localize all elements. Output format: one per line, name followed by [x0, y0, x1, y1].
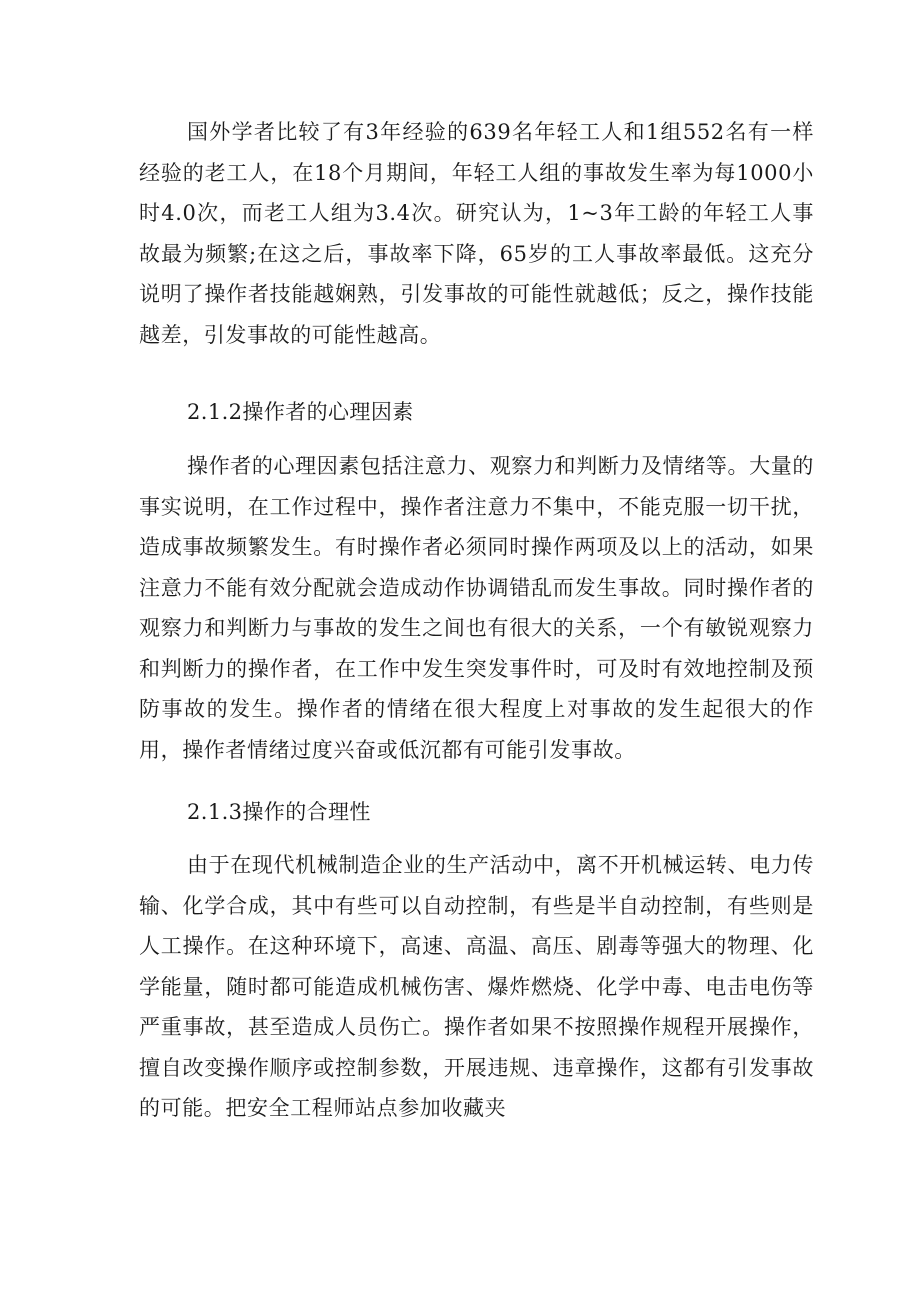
section-heading-psychological-factors: 2.1.2操作者的心理因素 [187, 400, 414, 424]
paragraph-operation-rationality: 由于在现代机械制造企业的生产活动中，离不开机械运转、电力传输、化学合成，其中有些可以自动控制，有些是半自动控制，有些则是人工操作。在这种环境下，高速、高温、高压、剧毒等强大的物理、化学能量，随时都可能造成机械伤害、爆炸燃烧、化学中毒、电击电伤等严重事故，甚至造成人员伤亡。操作者如果不按照操作规程开展操作，擅自改变操作顺序或控制参数，开展违规、违章操作，这都有引发事故的可能。把安全工程师站点参加收藏夹 [139, 853, 814, 1120]
paragraph-psychological-factors: 操作者的心理因素包括注意力、观察力和判断力及情绪等。大量的事实说明，在工作过程中，操作者注意力不集中，不能克服一切干扰，造成事故频繁发生。有时操作者必须同时操作两项及以上的活动，如果注意力不能有效分配就会造成动作协调错乱而发生事故。同时操作者的观察力和判断力与事故的发生之间也有很大的关系，一个有敏锐观察力和判断力的操作者，在工作中发生突发事件时，可及时有效地控制及预防事故的发生。操作者的情绪在很大程度上对事故的发生起很大的作用，操作者情绪过度兴奋或低沉都有可能引发事故。 [139, 454, 814, 762]
paragraph-worker-experience: 国外学者比较了有3年经验的639名年轻工人和1组552名有一样经验的老工人，在18个月期间，年轻工人组的事故发生率为每1000小时4.0次，而老工人组为3.4次。研究认为，1~3年工龄的年轻工人事故最为频繁;在这之后，事故率下降，65岁的工人事故率最低。这充分说明了操作者技能越娴熟，引发事故的可能性就越低；反之，操作技能越差，引发事故的可能性越高。 [139, 120, 814, 347]
section-heading-operation-rationality: 2.1.3操作的合理性 [187, 800, 371, 824]
